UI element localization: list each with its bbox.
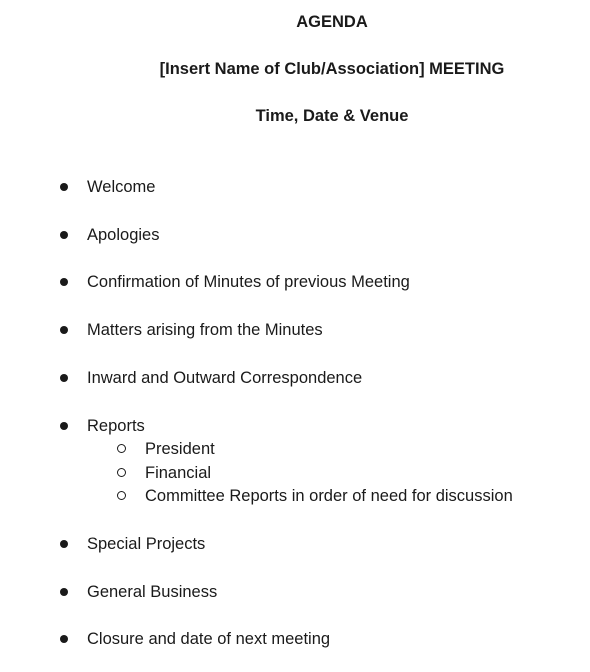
sub-item-committee-reports bbox=[0, 485, 590, 507]
agenda-item-label: Matters arising from the Minutes bbox=[87, 321, 323, 339]
bullet-icon bbox=[60, 588, 68, 596]
agenda-item-apologies bbox=[0, 224, 590, 246]
agenda-item-reports bbox=[0, 415, 590, 437]
sub-item-label: Committee Reports in order of need for discussion bbox=[145, 487, 513, 505]
bullet-icon bbox=[60, 278, 68, 286]
agenda-item-special-projects bbox=[0, 533, 590, 555]
time-date-venue-heading: Time, Date & Venue bbox=[255, 107, 409, 125]
agenda-item-correspondence bbox=[0, 367, 590, 389]
agenda-item-label: Closure and date of next meeting bbox=[87, 630, 331, 648]
agenda-item-label: Inward and Outward Correspondence bbox=[87, 369, 363, 387]
agenda-item-label: Welcome bbox=[87, 178, 156, 196]
agenda-item-matters-arising bbox=[0, 319, 590, 341]
hollow-bullet-icon bbox=[117, 444, 126, 453]
agenda-item-label: Reports bbox=[87, 417, 145, 435]
agenda-item-label: General Business bbox=[87, 583, 218, 601]
meeting-name-heading: [Insert Name of Club/Association] MEETING bbox=[159, 60, 505, 78]
agenda-item-general-business bbox=[0, 581, 590, 603]
bullet-icon bbox=[60, 374, 68, 382]
sub-item-financial bbox=[0, 462, 590, 484]
bullet-icon bbox=[60, 231, 68, 239]
agenda-item-welcome bbox=[0, 176, 590, 198]
bullet-icon bbox=[60, 183, 68, 191]
sub-item-president bbox=[0, 438, 590, 460]
bullet-icon bbox=[60, 540, 68, 548]
agenda-item-label: Apologies bbox=[87, 226, 160, 244]
agenda-title: AGENDA bbox=[296, 13, 368, 31]
agenda-item-label: Special Projects bbox=[87, 535, 206, 553]
bullet-icon bbox=[60, 635, 68, 643]
sub-item-label: Financial bbox=[145, 464, 212, 482]
bullet-icon bbox=[60, 422, 68, 430]
agenda-item-closure bbox=[0, 628, 590, 650]
hollow-bullet-icon bbox=[117, 468, 126, 477]
agenda-item-label: Confirmation of Minutes of previous Meeting bbox=[87, 273, 410, 291]
bullet-icon bbox=[60, 326, 68, 334]
agenda-item-confirmation-of-minutes bbox=[0, 271, 590, 293]
sub-item-label: President bbox=[145, 440, 215, 458]
hollow-bullet-icon bbox=[117, 491, 126, 500]
